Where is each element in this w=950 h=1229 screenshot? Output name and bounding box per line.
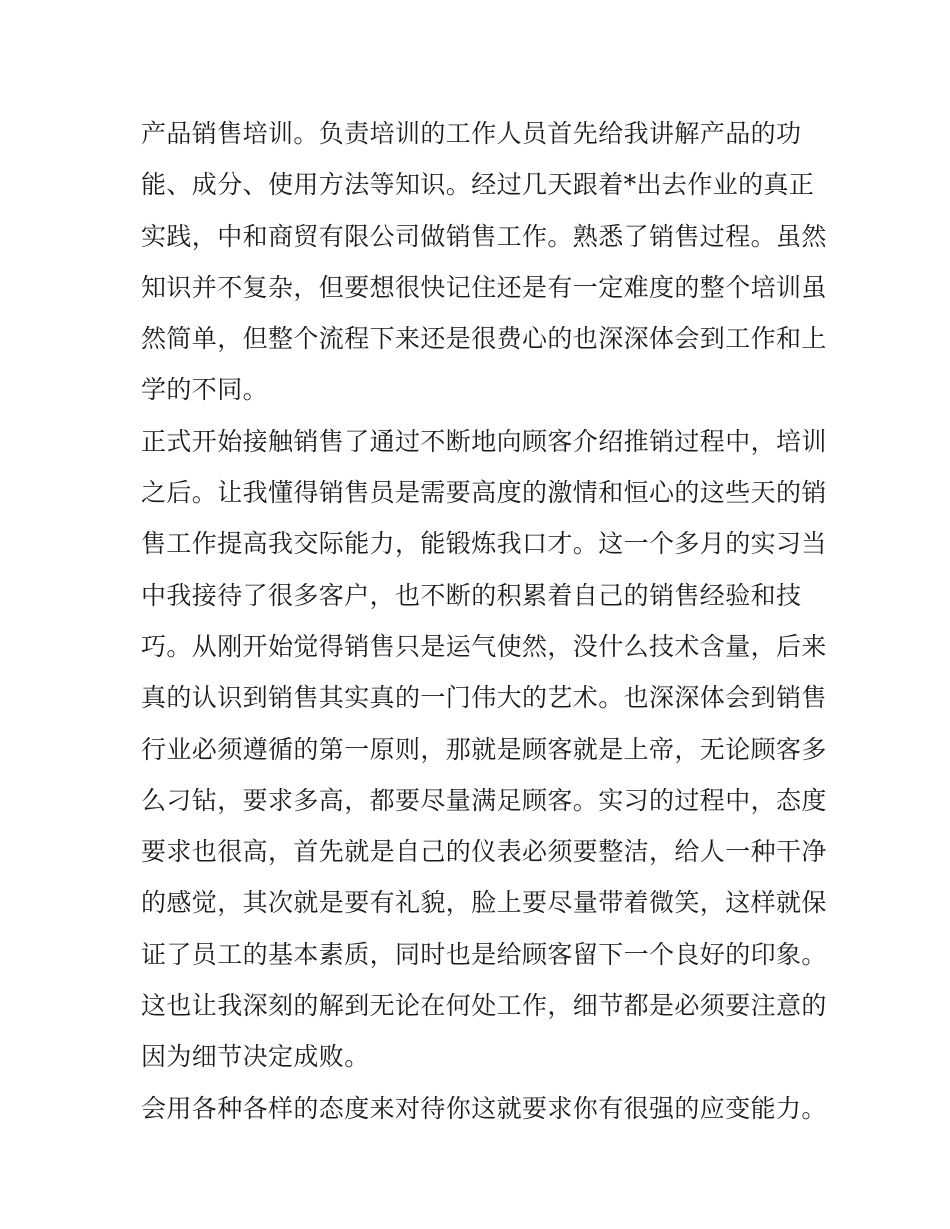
text-line: 这也让我深刻的解到无论在何处工作，细节都是必须要注意的 xyxy=(141,991,827,1021)
text-line: 要求也很高，首先就是自己的仪表必须要整洁，给人一种干净 xyxy=(141,837,827,867)
text-line: 然简单，但整个流程下来还是很费心的也深深体会到工作和上 xyxy=(141,324,827,354)
text-line: 真的认识到销售其实真的一门伟大的艺术。也深深体会到销售 xyxy=(141,683,827,713)
text-line: 正式开始接触销售了通过不断地向顾客介绍推销过程中，培训 xyxy=(141,426,827,456)
text-line: 证了员工的基本素质，同时也是给顾客留下一个良好的印象。 xyxy=(141,939,827,969)
text-line: 实践，中和商贸有限公司做销售工作。熟悉了销售过程。虽然 xyxy=(141,221,827,251)
text-line: 之后。让我懂得销售员是需要高度的激情和恒心的这些天的销 xyxy=(141,478,827,508)
text-line: 的感觉，其次就是要有礼貌，脸上要尽量带着微笑，这样就保 xyxy=(141,888,827,918)
text-line: 中我接待了很多客户，也不断的积累着自己的销售经验和技 xyxy=(141,580,802,610)
text-line: 学的不同。 xyxy=(141,375,269,405)
text-line: 能、成分、使用方法等知识。经过几天跟着*出去作业的真正 xyxy=(141,170,815,200)
text-line: 行业必须遵循的第一原则，那就是顾客就是上帝，无论顾客多 xyxy=(141,734,827,764)
text-line: 巧。从刚开始觉得销售只是运气使然，没什么技术含量，后来 xyxy=(141,631,827,661)
body-text xyxy=(141,108,827,1134)
text-line: 售工作提高我交际能力，能锻炼我口才。这一个多月的实习当 xyxy=(141,529,827,559)
text-line: 会用各种各样的态度来对待你这就要求你有很强的应变能力。 xyxy=(141,1093,827,1123)
text-line: 产品销售培训。负责培训的工作人员首先给我讲解产品的功 xyxy=(141,119,802,148)
text-line: 么刁钻，要求多高，都要尽量满足顾客。实习的过程中，态度 xyxy=(141,785,827,815)
text-line: 因为细节决定成败。 xyxy=(141,1042,370,1072)
text-line: 知识并不复杂，但要想很快记住还是有一定难度的整个培训虽 xyxy=(141,272,827,302)
